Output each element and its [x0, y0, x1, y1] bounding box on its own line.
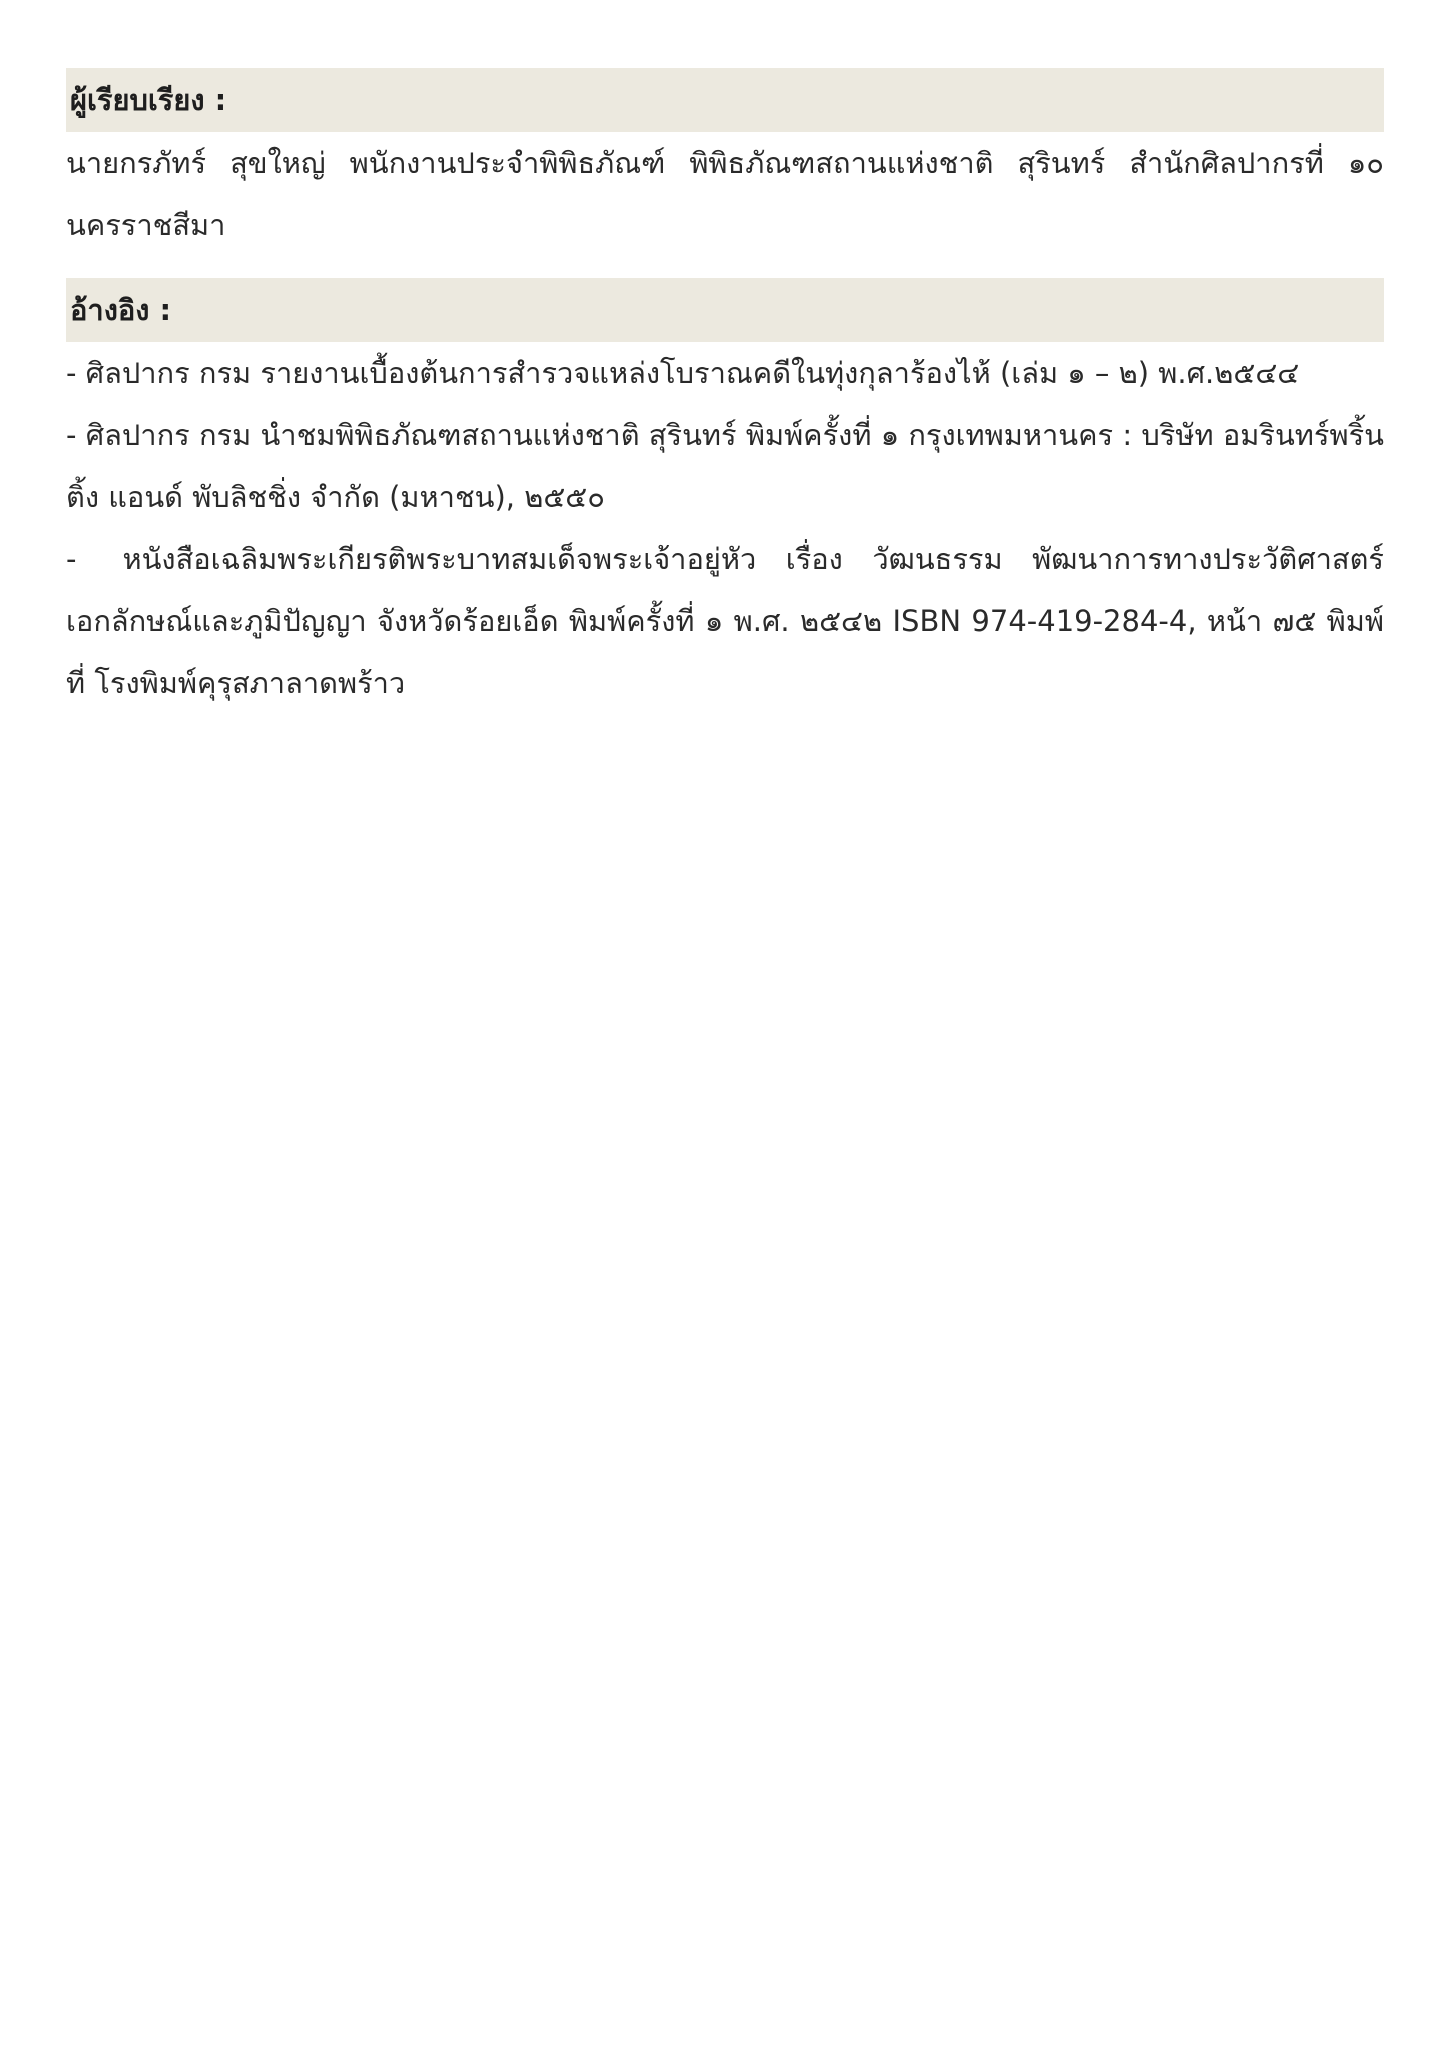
reference-item-3-text: หนังสือเฉลิมพระเกียรติพระบาทสมเด็จพระเจ้าอยู่หัว เรื่อง วัฒนธรรม พัฒนาการทางประวัติศาสตร์ เอกลักษณ์และภูมิปัญญา จังหวัดร้อยเอ็ด พิมพ์ครั้งที่ ๑ พ.ศ. ๒๕๔๒ ISBN 974-419-284-4, หน้า ๗๕ พิมพ์ที่ โรงพิมพ์คุรุสภาลาดพร้าว [66, 542, 1384, 700]
author-text: นายกรภัทร์ สุขใหญ่ พนักงานประจำพิพิธภัณฑ์ พิพิธภัณฑสถานแห่งชาติ สุรินทร์ สำนักศิลปากรที่ ๑๐ นครราชสีมา [66, 146, 1384, 242]
reference-item-1: - ศิลปากร กรม รายงานเบื้องต้นการสำรวจแหล่งโบราณคดีในทุ่งกุลาร้องไห้ (เล่ม ๑ – ๒) พ.ศ.๒๕๔๔ [66, 356, 1300, 390]
reference-item-2: - ศิลปากร กรม นำชมพิพิธภัณฑสถานแห่งชาติ สุรินทร์ พิมพ์ครั้งที่ ๑ กรุงเทพมหานคร : บริษัท อมรินทร์พริ้นติ้ง แอนด์ พับลิชชิ่ง จำกัด (มหาชน), ๒๕๕๐ [66, 418, 1384, 514]
author-section [66, 68, 1384, 256]
author-header: ผู้เรียบเรียง : [66, 68, 1384, 132]
references-section [66, 278, 1384, 714]
references-list [66, 342, 1384, 714]
document-page [66, 68, 1384, 714]
reference-item-3-dash: - [66, 542, 77, 576]
reference-item-3 [66, 528, 1384, 714]
references-header: อ้างอิง : [66, 278, 1384, 342]
